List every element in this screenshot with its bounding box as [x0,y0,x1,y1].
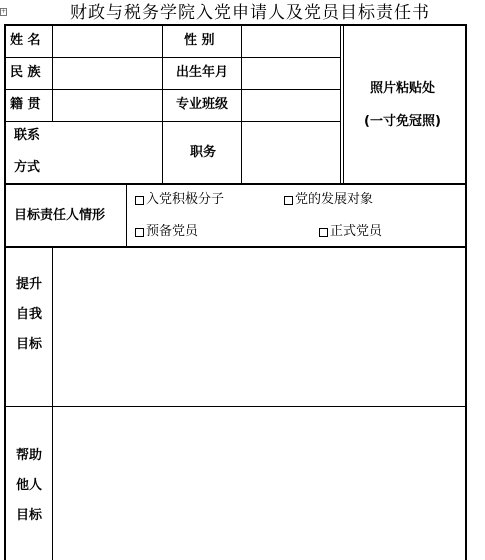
gender-label: 性 别 [184,33,215,48]
corner-mark-icon: + [1,8,7,15]
row-divider-top-block-end [4,183,467,185]
help-goal-label: 帮助 他人 目标 [15,448,42,523]
position-label: 职务 [190,145,217,160]
row-divider-status-end [4,246,467,248]
major-class-label: 专业班级 [176,97,229,112]
checkbox-icon[interactable] [135,196,144,205]
photo-note: (一寸免冠照) [364,114,441,129]
document-title: 财政与税务学院入党申请人及党员目标责任书 [70,3,430,23]
hometown-label: 籍 贯 [10,97,41,112]
hometown-field[interactable] [54,91,161,120]
option-activist[interactable]: 入党积极分子 [135,192,224,208]
option-probationary-member[interactable]: 预备党员 [135,224,198,240]
major-class-field[interactable] [243,91,339,120]
col-divider-status [126,184,127,246]
checkbox-icon[interactable] [319,228,328,237]
col-divider-a [52,24,53,122]
row-divider-3 [4,121,341,122]
col-divider-c [241,24,242,184]
name-label: 姓 名 [10,33,41,48]
self-goal-label: 提升 自我 目标 [15,277,42,352]
photo-label: 照片粘贴处 [370,81,436,96]
photo-area[interactable] [345,26,464,182]
ethnicity-field[interactable] [54,59,161,88]
col-divider-b [162,24,163,184]
birth-field[interactable] [243,59,339,88]
table-border-left [4,24,6,560]
position-field[interactable] [243,123,339,182]
ethnicity-label: 民 族 [10,65,41,80]
option-full-member[interactable]: 正式党员 [319,224,382,240]
checkbox-icon[interactable] [284,196,293,205]
col-divider-photo-outer [340,24,341,184]
contact-label-line2: 方式 [14,160,41,175]
contact-field[interactable] [54,123,161,182]
option-development-target[interactable]: 党的发展对象 [284,192,373,208]
contact-label-line1: 联系 [14,128,41,143]
row-divider-2 [4,89,341,90]
table-border-right [465,24,467,560]
row-divider-1 [4,57,341,58]
col-divider-photo-inner [343,24,344,184]
status-label: 目标责任人情形 [14,208,106,223]
checkbox-icon[interactable] [135,228,144,237]
gender-field[interactable] [243,26,339,56]
row-divider-goals [4,406,467,407]
name-field[interactable] [54,26,161,56]
self-goal-field[interactable] [54,249,464,405]
birth-label: 出生年月 [176,65,229,80]
col-divider-goals [52,247,53,560]
help-goal-field[interactable] [54,408,464,558]
